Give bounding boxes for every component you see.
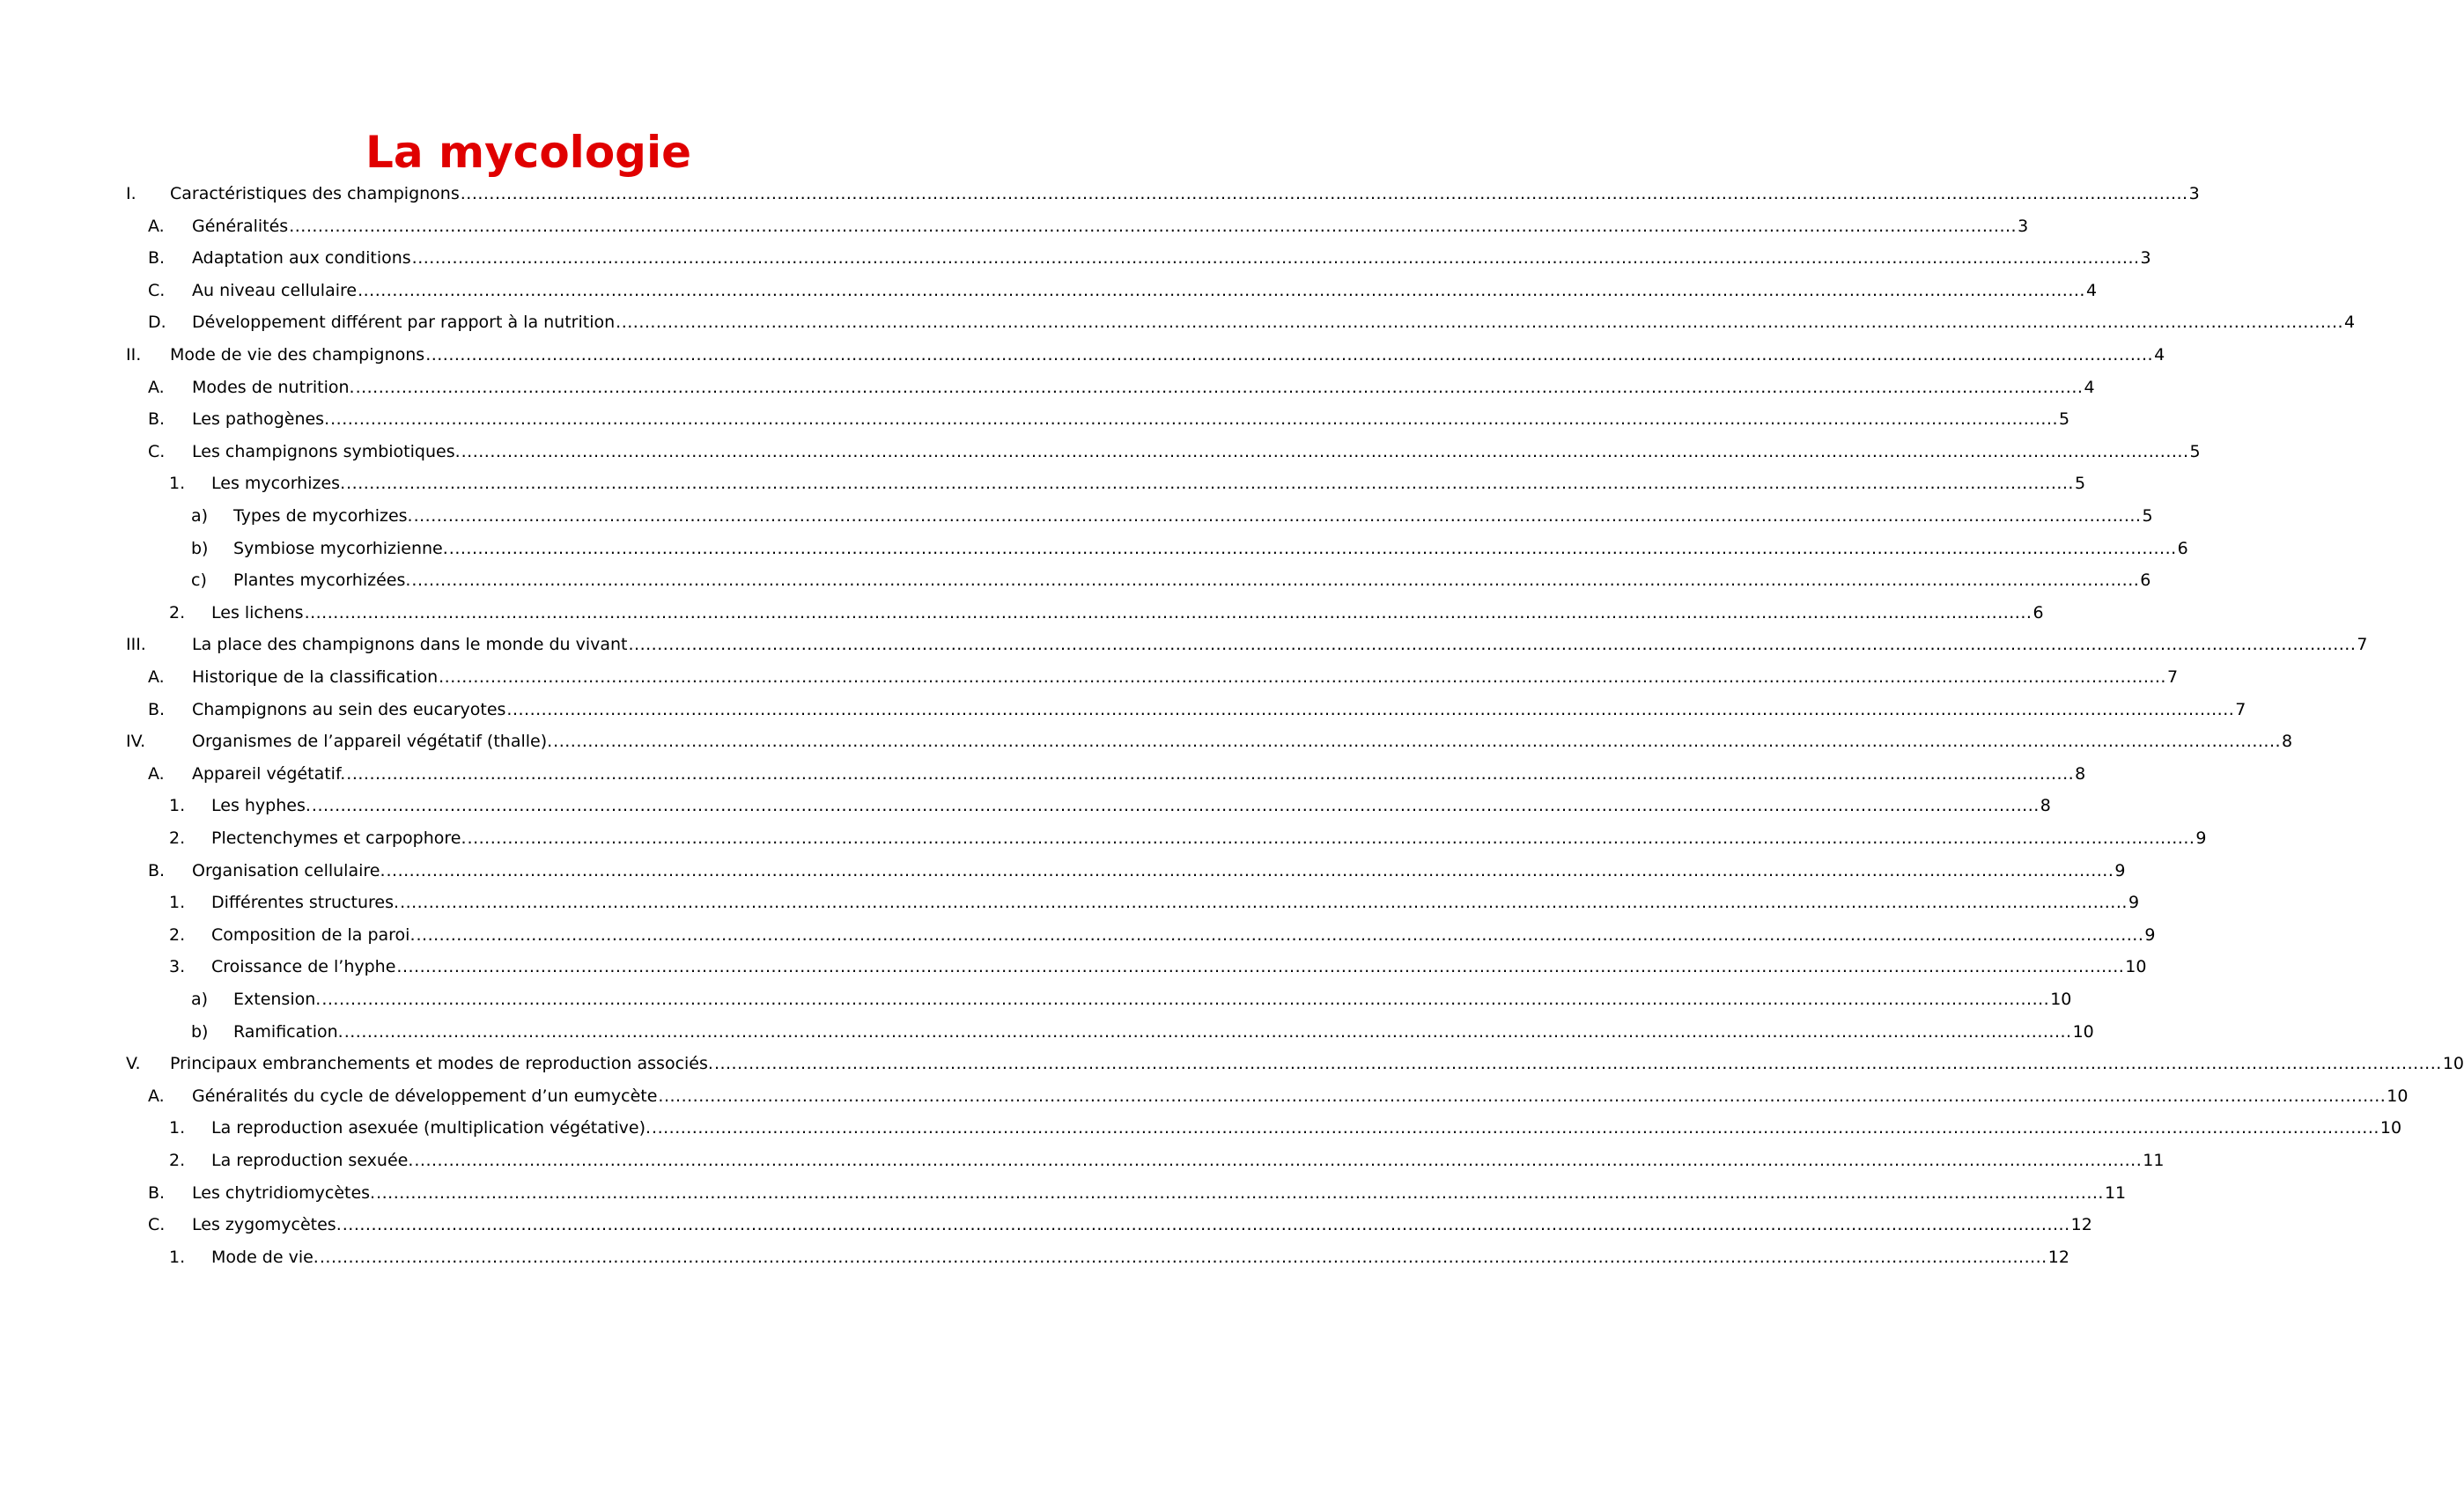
toc-entry[interactable] — [169, 821, 2207, 856]
toc-entry-page-number: 10 — [2387, 1086, 2409, 1106]
toc-entry[interactable] — [169, 917, 2156, 953]
toc-dot-leader: ............................................................................................................................................................................................................................................................................................................ — [414, 1151, 2143, 1170]
toc-entry-title: Plectenchymes et carpophore. — [211, 829, 467, 848]
toc-dot-leader: ............................................................................................................................................................................................................................................................................................................ — [411, 248, 2140, 269]
toc-entry-number: 1. — [169, 893, 186, 913]
toc-entry-number: D. — [148, 313, 166, 333]
toc-entry-page-number: 3 — [2188, 184, 2200, 203]
toc-entry[interactable] — [169, 788, 2051, 823]
toc-dot-leader: ............................................................................................................................................................................................................................................................................................................ — [396, 957, 2125, 977]
toc-entry[interactable] — [169, 595, 2044, 630]
toc-entry-page-number: 11 — [2143, 1151, 2165, 1170]
toc-dot-leader: ............................................................................................................................................................................................................................................................................................................ — [506, 699, 2235, 719]
toc-entry-title: Organisation cellulaire. — [192, 860, 386, 880]
toc-entry-number: B. — [148, 409, 166, 430]
toc-entry-number: 2. — [169, 924, 186, 945]
toc-entry-number: 2. — [169, 1151, 186, 1170]
toc-entry-title: Généralités du cycle de développement d’un eumycète — [192, 1086, 658, 1106]
toc-entry-page-number: 4 — [2085, 280, 2098, 300]
toc-dot-leader: ............................................................................................................................................................................................................................................................................................................ — [304, 602, 2032, 622]
toc-dot-leader: ............................................................................................................................................................................................................................................................................................................ — [346, 474, 2074, 494]
toc-entry-title: Différentes structures. — [211, 893, 400, 913]
document-title: La mycologie — [365, 127, 692, 178]
toc-entry-page-number: 9 — [2114, 860, 2126, 880]
toc-entry-title: La reproduction asexuée (multiplication végétative). — [211, 1118, 652, 1138]
toc-entry[interactable] — [148, 1175, 2127, 1211]
toc-entry-title: Organismes de l’appareil végétatif (thalle). — [192, 732, 553, 752]
toc-entry-title: Les mycorhizes. — [211, 474, 346, 494]
toc-entry-title: Mode de vie des champignons — [170, 345, 425, 365]
toc-dot-leader: ............................................................................................................................................................................................................................................................................................................ — [319, 1247, 2047, 1267]
toc-entry-title: La place des champignons dans le monde du vivant — [192, 635, 628, 655]
toc-entry[interactable] — [126, 1046, 2464, 1081]
toc-entry-number: V. — [126, 1054, 141, 1074]
toc-entry-page-number: 3 — [2140, 248, 2151, 269]
toc-entry-page-number: 6 — [2032, 602, 2044, 622]
toc-entry-number: A. — [148, 1086, 165, 1106]
toc-entry-title: Caractéristiques des champignons — [170, 184, 460, 203]
toc-dot-leader: ............................................................................................................................................................................................................................................................................................................ — [461, 441, 2189, 461]
toc-entry-title: Principaux embranchements et modes de reproduction associés. — [170, 1054, 713, 1074]
toc-entry-page-number: 10 — [2072, 1021, 2094, 1042]
toc-dot-leader: ............................................................................................................................................................................................................................................................................................................ — [355, 377, 2084, 397]
toc-entry-number: A. — [148, 763, 165, 784]
toc-entry-number: 2. — [169, 602, 186, 622]
toc-entry-number: 1. — [169, 796, 186, 816]
toc-entry-page-number: 8 — [2075, 763, 2086, 784]
toc-entry-page-number: 6 — [2177, 538, 2188, 558]
toc-entry-number: A. — [148, 216, 165, 236]
toc-entry-page-number: 10 — [2379, 1118, 2402, 1138]
toc-entry-number: c) — [191, 571, 207, 591]
toc-entry-page-number: 10 — [2125, 957, 2147, 977]
toc-entry-page-number: 7 — [2166, 667, 2179, 687]
toc-entry-title: Extension. — [233, 990, 321, 1009]
toc-dot-leader: ............................................................................................................................................................................................................................................................................................................ — [713, 1054, 2442, 1074]
toc-entry-number: a) — [191, 506, 209, 526]
toc-dot-leader: ............................................................................................................................................................................................................................................................................................................ — [460, 184, 2188, 203]
toc-entry-title: Mode de vie. — [211, 1247, 319, 1267]
toc-entry-page-number: 6 — [2140, 571, 2151, 591]
toc-entry[interactable] — [169, 1143, 2165, 1178]
toc-entry-title: Les hyphes. — [211, 796, 311, 816]
toc-entry[interactable] — [148, 401, 2070, 437]
toc-entry[interactable] — [148, 273, 2098, 308]
toc-dot-leader: ............................................................................................................................................................................................................................................................................................................ — [342, 1215, 2070, 1235]
toc-entry-page-number: 10 — [2442, 1054, 2464, 1074]
toc-entry-page-number: 10 — [2050, 990, 2072, 1009]
toc-entry-title: Les lichens — [211, 602, 304, 622]
toc-entry-page-number: 12 — [2047, 1247, 2069, 1267]
toc-dot-leader: ............................................................................................................................................................................................................................................................................................................ — [425, 345, 2154, 365]
toc-entry-number: A. — [148, 667, 165, 687]
toc-entry[interactable] — [169, 949, 2147, 984]
toc-entry[interactable] — [191, 531, 2188, 566]
toc-entry-page-number: 8 — [2282, 732, 2293, 752]
toc-entry[interactable] — [191, 1014, 2094, 1049]
toc-entry[interactable] — [191, 498, 2153, 534]
toc-dot-leader: ............................................................................................................................................................................................................................................................................................................ — [346, 763, 2075, 784]
toc-entry-page-number: 4 — [2084, 377, 2095, 397]
toc-entry-number: IV. — [126, 732, 146, 752]
toc-entry[interactable] — [191, 982, 2072, 1017]
toc-entry-number: B. — [148, 699, 166, 719]
toc-entry-page-number: 9 — [2144, 924, 2156, 945]
toc-dot-leader: ............................................................................................................................................................................................................................................................................................................ — [658, 1086, 2387, 1106]
toc-entry-number: C. — [148, 1215, 166, 1235]
toc-entry[interactable] — [148, 692, 2246, 727]
toc-entry-page-number: 8 — [2040, 796, 2051, 816]
toc-entry[interactable] — [148, 853, 2126, 888]
toc-entry-page-number: 4 — [2344, 313, 2356, 333]
toc-dot-leader: ............................................................................................................................................................................................................................................................................................................ — [448, 538, 2177, 558]
toc-dot-leader: ............................................................................................................................................................................................................................................................................................................ — [289, 216, 2018, 236]
toc-entry-page-number: 9 — [2195, 829, 2207, 848]
toc-entry-number: 3. — [169, 957, 186, 977]
toc-entry-page-number: 11 — [2104, 1182, 2127, 1203]
toc-entry-number: B. — [148, 860, 166, 880]
toc-dot-leader: ............................................................................................................................................................................................................................................................................................................ — [400, 893, 2128, 913]
toc-entry[interactable] — [148, 370, 2095, 405]
toc-dot-leader: ............................................................................................................................................................................................................................................................................................................ — [311, 796, 2040, 816]
toc-entry[interactable] — [148, 1207, 2092, 1242]
toc-entry[interactable] — [169, 1240, 2069, 1275]
toc-dot-leader: ............................................................................................................................................................................................................................................................................................................ — [467, 829, 2195, 848]
toc-entry-page-number: 3 — [2018, 216, 2029, 236]
toc-entry-number: a) — [191, 990, 209, 1009]
toc-entry[interactable] — [148, 209, 2029, 244]
toc-entry-number: b) — [191, 1021, 209, 1042]
toc-entry[interactable] — [126, 627, 2368, 662]
toc-entry-page-number: 5 — [2142, 506, 2153, 526]
toc-entry-number: C. — [148, 441, 166, 461]
toc-entry-title: Modes de nutrition. — [192, 377, 355, 397]
toc-entry-number: 1. — [169, 474, 186, 494]
toc-entry-number: A. — [148, 377, 165, 397]
toc-dot-leader: ............................................................................................................................................................................................................................................................................................................ — [413, 506, 2142, 526]
toc-entry[interactable] — [148, 756, 2086, 792]
toc-entry-title: Symbiose mycorhizienne. — [233, 538, 448, 558]
toc-entry-number: III. — [126, 635, 146, 655]
toc-entry-number: B. — [148, 1182, 166, 1203]
toc-entry[interactable] — [148, 240, 2151, 276]
toc-entry-title: Les zygomycètes. — [192, 1215, 342, 1235]
toc-dot-leader: ............................................................................................................................................................................................................................................................................................................ — [616, 313, 2344, 333]
toc-entry-title: Généralités — [192, 216, 289, 236]
toc-entry-number: I. — [126, 184, 136, 203]
toc-dot-leader: ............................................................................................................................................................................................................................................................................................................ — [439, 667, 2166, 687]
toc-dot-leader: ............................................................................................................................................................................................................................................................................................................ — [343, 1021, 2072, 1042]
toc-entry[interactable] — [126, 176, 2200, 211]
toc-dot-leader: ............................................................................................................................................................................................................................................................................................................ — [652, 1118, 2379, 1138]
toc-dot-leader: ............................................................................................................................................................................................................................................................................................................ — [330, 409, 2058, 430]
toc-entry-page-number: 5 — [2189, 441, 2201, 461]
toc-entry[interactable] — [148, 434, 2201, 469]
toc-entry-number: 2. — [169, 829, 186, 848]
toc-entry[interactable] — [148, 305, 2356, 340]
toc-entry-title: Au niveau cellulaire — [192, 280, 358, 300]
toc-entry-title: Développement différent par rapport à la nutrition — [192, 313, 616, 333]
toc-entry-page-number: 7 — [2235, 699, 2246, 719]
toc-entry-title: Les chytridiomycètes. — [192, 1182, 376, 1203]
toc-entry[interactable] — [126, 724, 2293, 759]
toc-entry-page-number: 12 — [2070, 1215, 2092, 1235]
toc-entry-title: La reproduction sexuée. — [211, 1151, 414, 1170]
toc-entry-page-number: 9 — [2128, 893, 2140, 913]
toc-entry-number: C. — [148, 280, 166, 300]
toc-entry[interactable] — [148, 659, 2179, 695]
toc-entry-title: Historique de la classification — [192, 667, 439, 687]
toc-entry-title: Plantes mycorhizées. — [233, 571, 411, 591]
toc-entry-page-number: 7 — [2357, 635, 2368, 655]
toc-entry-title: Composition de la paroi. — [211, 924, 416, 945]
toc-dot-leader: ............................................................................................................................................................................................................................................................................................................ — [553, 732, 2282, 752]
toc-entry-title: Champignons au sein des eucaryotes — [192, 699, 506, 719]
toc-entry-number: b) — [191, 538, 209, 558]
toc-dot-leader: ............................................................................................................................................................................................................................................................................................................ — [358, 280, 2085, 300]
toc-entry-title: Les champignons symbiotiques. — [192, 441, 461, 461]
toc-entry-title: Appareil végétatif. — [192, 763, 346, 784]
toc-entry-page-number: 5 — [2074, 474, 2086, 494]
toc-dot-leader: ............................................................................................................................................................................................................................................................................................................ — [386, 860, 2114, 880]
toc-entry-number: 1. — [169, 1247, 186, 1267]
toc-entry-page-number: 4 — [2154, 345, 2165, 365]
toc-entry-title: Les pathogènes. — [192, 409, 330, 430]
toc-entry-title: Types de mycorhizes. — [233, 506, 413, 526]
toc-entry-title: Adaptation aux conditions — [192, 248, 411, 269]
toc-entry-number: 1. — [169, 1118, 186, 1138]
toc-entry-title: Croissance de l’hyphe — [211, 957, 396, 977]
toc-dot-leader: ............................................................................................................................................................................................................................................................................................................ — [628, 635, 2357, 655]
toc-entry[interactable] — [191, 563, 2151, 598]
toc-dot-leader: ............................................................................................................................................................................................................................................................................................................ — [411, 571, 2140, 591]
toc-entry-title: Ramification. — [233, 1021, 343, 1042]
toc-entry[interactable] — [126, 337, 2165, 372]
toc-entry[interactable] — [169, 885, 2140, 920]
toc-dot-leader: ............................................................................................................................................................................................................................................................................................................ — [376, 1182, 2104, 1203]
toc-dot-leader: ............................................................................................................................................................................................................................................................................................................ — [321, 990, 2050, 1009]
toc-entry-number: II. — [126, 345, 142, 365]
toc-entry[interactable] — [148, 1079, 2409, 1114]
toc-entry[interactable] — [169, 466, 2086, 501]
toc-entry-number: B. — [148, 248, 166, 269]
toc-dot-leader: ............................................................................................................................................................................................................................................................................................................ — [416, 924, 2144, 945]
toc-entry-page-number: 5 — [2059, 409, 2070, 430]
toc-entry[interactable] — [169, 1110, 2402, 1145]
